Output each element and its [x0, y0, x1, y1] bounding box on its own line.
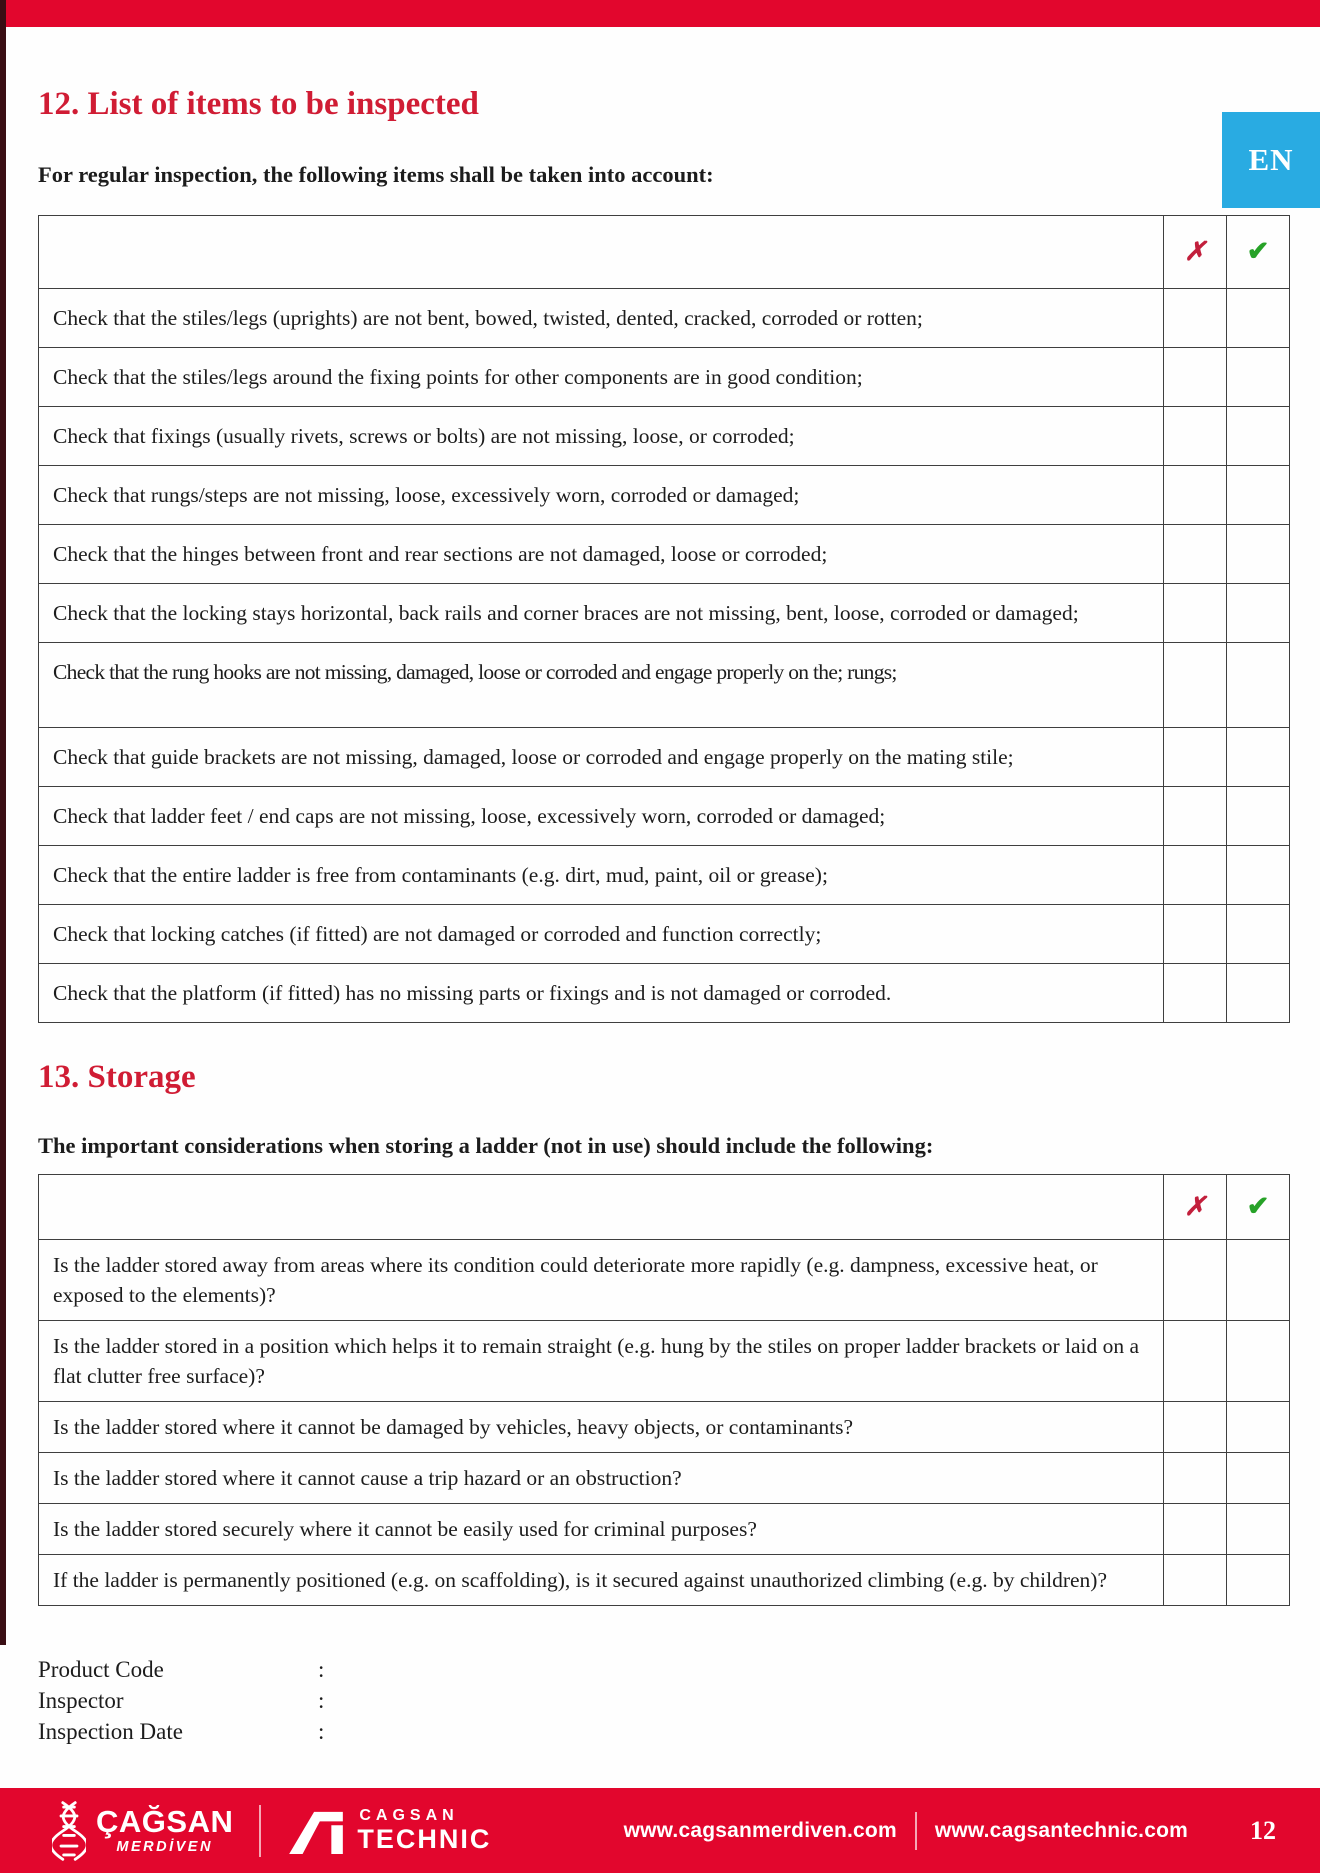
fail-column-header — [1164, 1175, 1227, 1240]
inspector-label: Inspector — [38, 1688, 124, 1714]
footer-divider — [259, 1805, 261, 1857]
inspection-checklist-table — [38, 215, 1290, 1023]
fail-cell — [1164, 1402, 1227, 1453]
checklist-item-text: Check that locking catches (if fitted) are not damaged or corroded and function correctly; — [39, 905, 1164, 964]
pass-cell — [1227, 643, 1290, 728]
pass-cell — [1227, 905, 1290, 964]
dna-ladder-icon — [52, 1800, 86, 1862]
pass-cell — [1227, 1321, 1290, 1402]
table-row — [39, 466, 1290, 525]
checklist-item-text: Check that the stiles/legs (uprights) are not bent, bowed, twisted, dented, cracked, corroded or rotten; — [39, 289, 1164, 348]
section-12-title: 12. List of items to be inspected — [38, 86, 479, 122]
table-row — [39, 1402, 1290, 1453]
pass-cell — [1227, 787, 1290, 846]
checklist-item-text: If the ladder is permanently positioned (e.g. on scaffolding), is it secured against unauthorized climbing (e.g. by children)? — [39, 1555, 1164, 1606]
checklist-item-text: Is the ladder stored away from areas where its condition could deteriorate more rapidly (e.g. dampness, excessive heat, or exposed to the elements)? — [39, 1240, 1164, 1321]
pass-cell — [1227, 407, 1290, 466]
fail-cell — [1164, 1240, 1227, 1321]
table-row — [39, 1321, 1290, 1402]
fail-cell — [1164, 728, 1227, 787]
pass-cell — [1227, 964, 1290, 1023]
footer-divider — [915, 1812, 917, 1850]
fail-cell — [1164, 964, 1227, 1023]
checklist-item-text: Check that guide brackets are not missing, damaged, loose or corroded and engage properly on the mating stile; — [39, 728, 1164, 787]
checklist-item-text: Check that rungs/steps are not missing, loose, excessively worn, corroded or damaged; — [39, 466, 1164, 525]
pass-cell — [1227, 728, 1290, 787]
header-empty-cell — [39, 216, 1164, 289]
cagsan-technic-logo — [287, 1808, 491, 1854]
page-content — [38, 0, 1290, 1747]
technic-website-link: www.cagsantechnic.com — [934, 1818, 1188, 1842]
section-12-intro: For regular inspection, the following items shall be taken into account: — [38, 161, 714, 187]
table-row — [39, 964, 1290, 1023]
fail-cell — [1164, 1504, 1227, 1555]
pass-cell — [1227, 466, 1290, 525]
checklist-item-text: Check that fixings (usually rivets, screws or bolts) are not missing, loose, or corroded; — [39, 407, 1164, 466]
pass-cell — [1227, 1240, 1290, 1321]
table-header-row — [39, 1175, 1290, 1240]
page-number: 12 — [1250, 1815, 1276, 1845]
inspection-date-label: Inspection Date — [38, 1719, 183, 1745]
table-row — [39, 348, 1290, 407]
fail-cell — [1164, 525, 1227, 584]
table-row — [39, 289, 1290, 348]
table-row — [39, 1504, 1290, 1555]
fail-cell — [1164, 846, 1227, 905]
checklist-item-text: Check that the rung hooks are not missing, damaged, loose or corroded and engage properly on the; rungs; — [39, 643, 1164, 728]
brand-name: ÇAĞSAN — [96, 1804, 234, 1840]
pass-cell — [1227, 1504, 1290, 1555]
fail-cell — [1164, 348, 1227, 407]
footer-urls — [624, 1812, 1188, 1850]
section-13-title: 13. Storage — [38, 1059, 196, 1096]
header-empty-cell — [39, 1175, 1164, 1240]
pass-cell — [1227, 348, 1290, 407]
language-badge-label: EN — [1248, 142, 1294, 177]
checklist-item-text: Check that the locking stays horizontal, back rails and corner braces are not missing, bent, loose, corroded or damaged; — [39, 584, 1164, 643]
fail-cell — [1164, 289, 1227, 348]
checklist-item-text: Is the ladder stored where it cannot be damaged by vehicles, heavy objects, or contaminants? — [39, 1402, 1164, 1453]
x-mark-icon: ✗ — [1184, 1191, 1206, 1221]
pass-column-header — [1227, 1175, 1290, 1240]
table-header-row — [39, 216, 1290, 289]
brand-name: CAGSAN — [359, 1807, 459, 1824]
fail-cell — [1164, 643, 1227, 728]
table-row — [39, 643, 1290, 728]
fail-cell — [1164, 466, 1227, 525]
cagsan-technic-wordmark — [357, 1808, 491, 1853]
brand-subname: TECHNIC — [357, 1824, 492, 1854]
pass-column-header — [1227, 216, 1290, 289]
footer-bar — [0, 1788, 1320, 1873]
x-mark-icon: ✗ — [1184, 236, 1206, 266]
pass-cell — [1227, 584, 1290, 643]
inspector-row — [38, 1685, 1290, 1716]
table-row — [39, 407, 1290, 466]
table-row — [39, 584, 1290, 643]
storage-checklist-table — [38, 1174, 1290, 1606]
table-row — [39, 787, 1290, 846]
checklist-item-text: Check that the hinges between front and rear sections are not damaged, loose or corroded; — [39, 525, 1164, 584]
inspection-date-row — [38, 1716, 1290, 1747]
checklist-item-text: Check that ladder feet / end caps are not missing, loose, excessively worn, corroded or damaged; — [39, 787, 1164, 846]
pass-cell — [1227, 846, 1290, 905]
table-row — [39, 1240, 1290, 1321]
table-row — [39, 1555, 1290, 1606]
pass-cell — [1227, 1453, 1290, 1504]
merdiven-website-link: www.cagsanmerdiven.com — [623, 1818, 897, 1842]
fail-cell — [1164, 905, 1227, 964]
checklist-item-text: Check that the entire ladder is free from contaminants (e.g. dirt, mud, paint, oil or grease); — [39, 846, 1164, 905]
fail-column-header — [1164, 216, 1227, 289]
inspection-form-fields — [38, 1654, 1290, 1747]
fail-cell — [1164, 1555, 1227, 1606]
colon-separator: : — [318, 1657, 325, 1683]
check-mark-icon: ✔ — [1246, 1191, 1270, 1222]
pass-cell — [1227, 289, 1290, 348]
table-row — [39, 1453, 1290, 1504]
table-row — [39, 846, 1290, 905]
brand-subname: MERDİVEN — [116, 1839, 213, 1856]
fail-cell — [1164, 1453, 1227, 1504]
checklist-item-text: Check that the stiles/legs around the fixing points for other components are in good condition; — [39, 348, 1164, 407]
fail-cell — [1164, 584, 1227, 643]
fail-cell — [1164, 407, 1227, 466]
checklist-item-text: Is the ladder stored in a position which helps it to remain straight (e.g. hung by the stiles on proper ladder brackets or laid on a flat clutter free surface)? — [39, 1321, 1164, 1402]
section-13-intro: The important considerations when storing a ladder (not in use) should include the following: — [38, 1133, 934, 1159]
cagsan-merdiven-wordmark — [96, 1806, 233, 1855]
checklist-item-text: Is the ladder stored securely where it cannot be easily used for criminal purposes? — [39, 1504, 1164, 1555]
pass-cell — [1227, 525, 1290, 584]
colon-separator: : — [318, 1688, 325, 1714]
fail-cell — [1164, 787, 1227, 846]
pass-cell — [1227, 1555, 1290, 1606]
table-row — [39, 728, 1290, 787]
checklist-item-text: Check that the platform (if fitted) has no missing parts or fixings and is not damaged or corroded. — [39, 964, 1164, 1023]
product-code-row — [38, 1654, 1290, 1685]
technic-mark-icon — [287, 1808, 345, 1854]
pass-cell — [1227, 1402, 1290, 1453]
table-row — [39, 905, 1290, 964]
checklist-item-text: Is the ladder stored where it cannot cause a trip hazard or an obstruction? — [39, 1453, 1164, 1504]
cagsan-merdiven-logo — [52, 1800, 233, 1862]
product-code-label: Product Code — [38, 1657, 164, 1683]
fail-cell — [1164, 1321, 1227, 1402]
check-mark-icon: ✔ — [1246, 236, 1270, 267]
colon-separator: : — [318, 1719, 325, 1745]
left-edge-strip — [0, 0, 6, 1645]
table-row — [39, 525, 1290, 584]
